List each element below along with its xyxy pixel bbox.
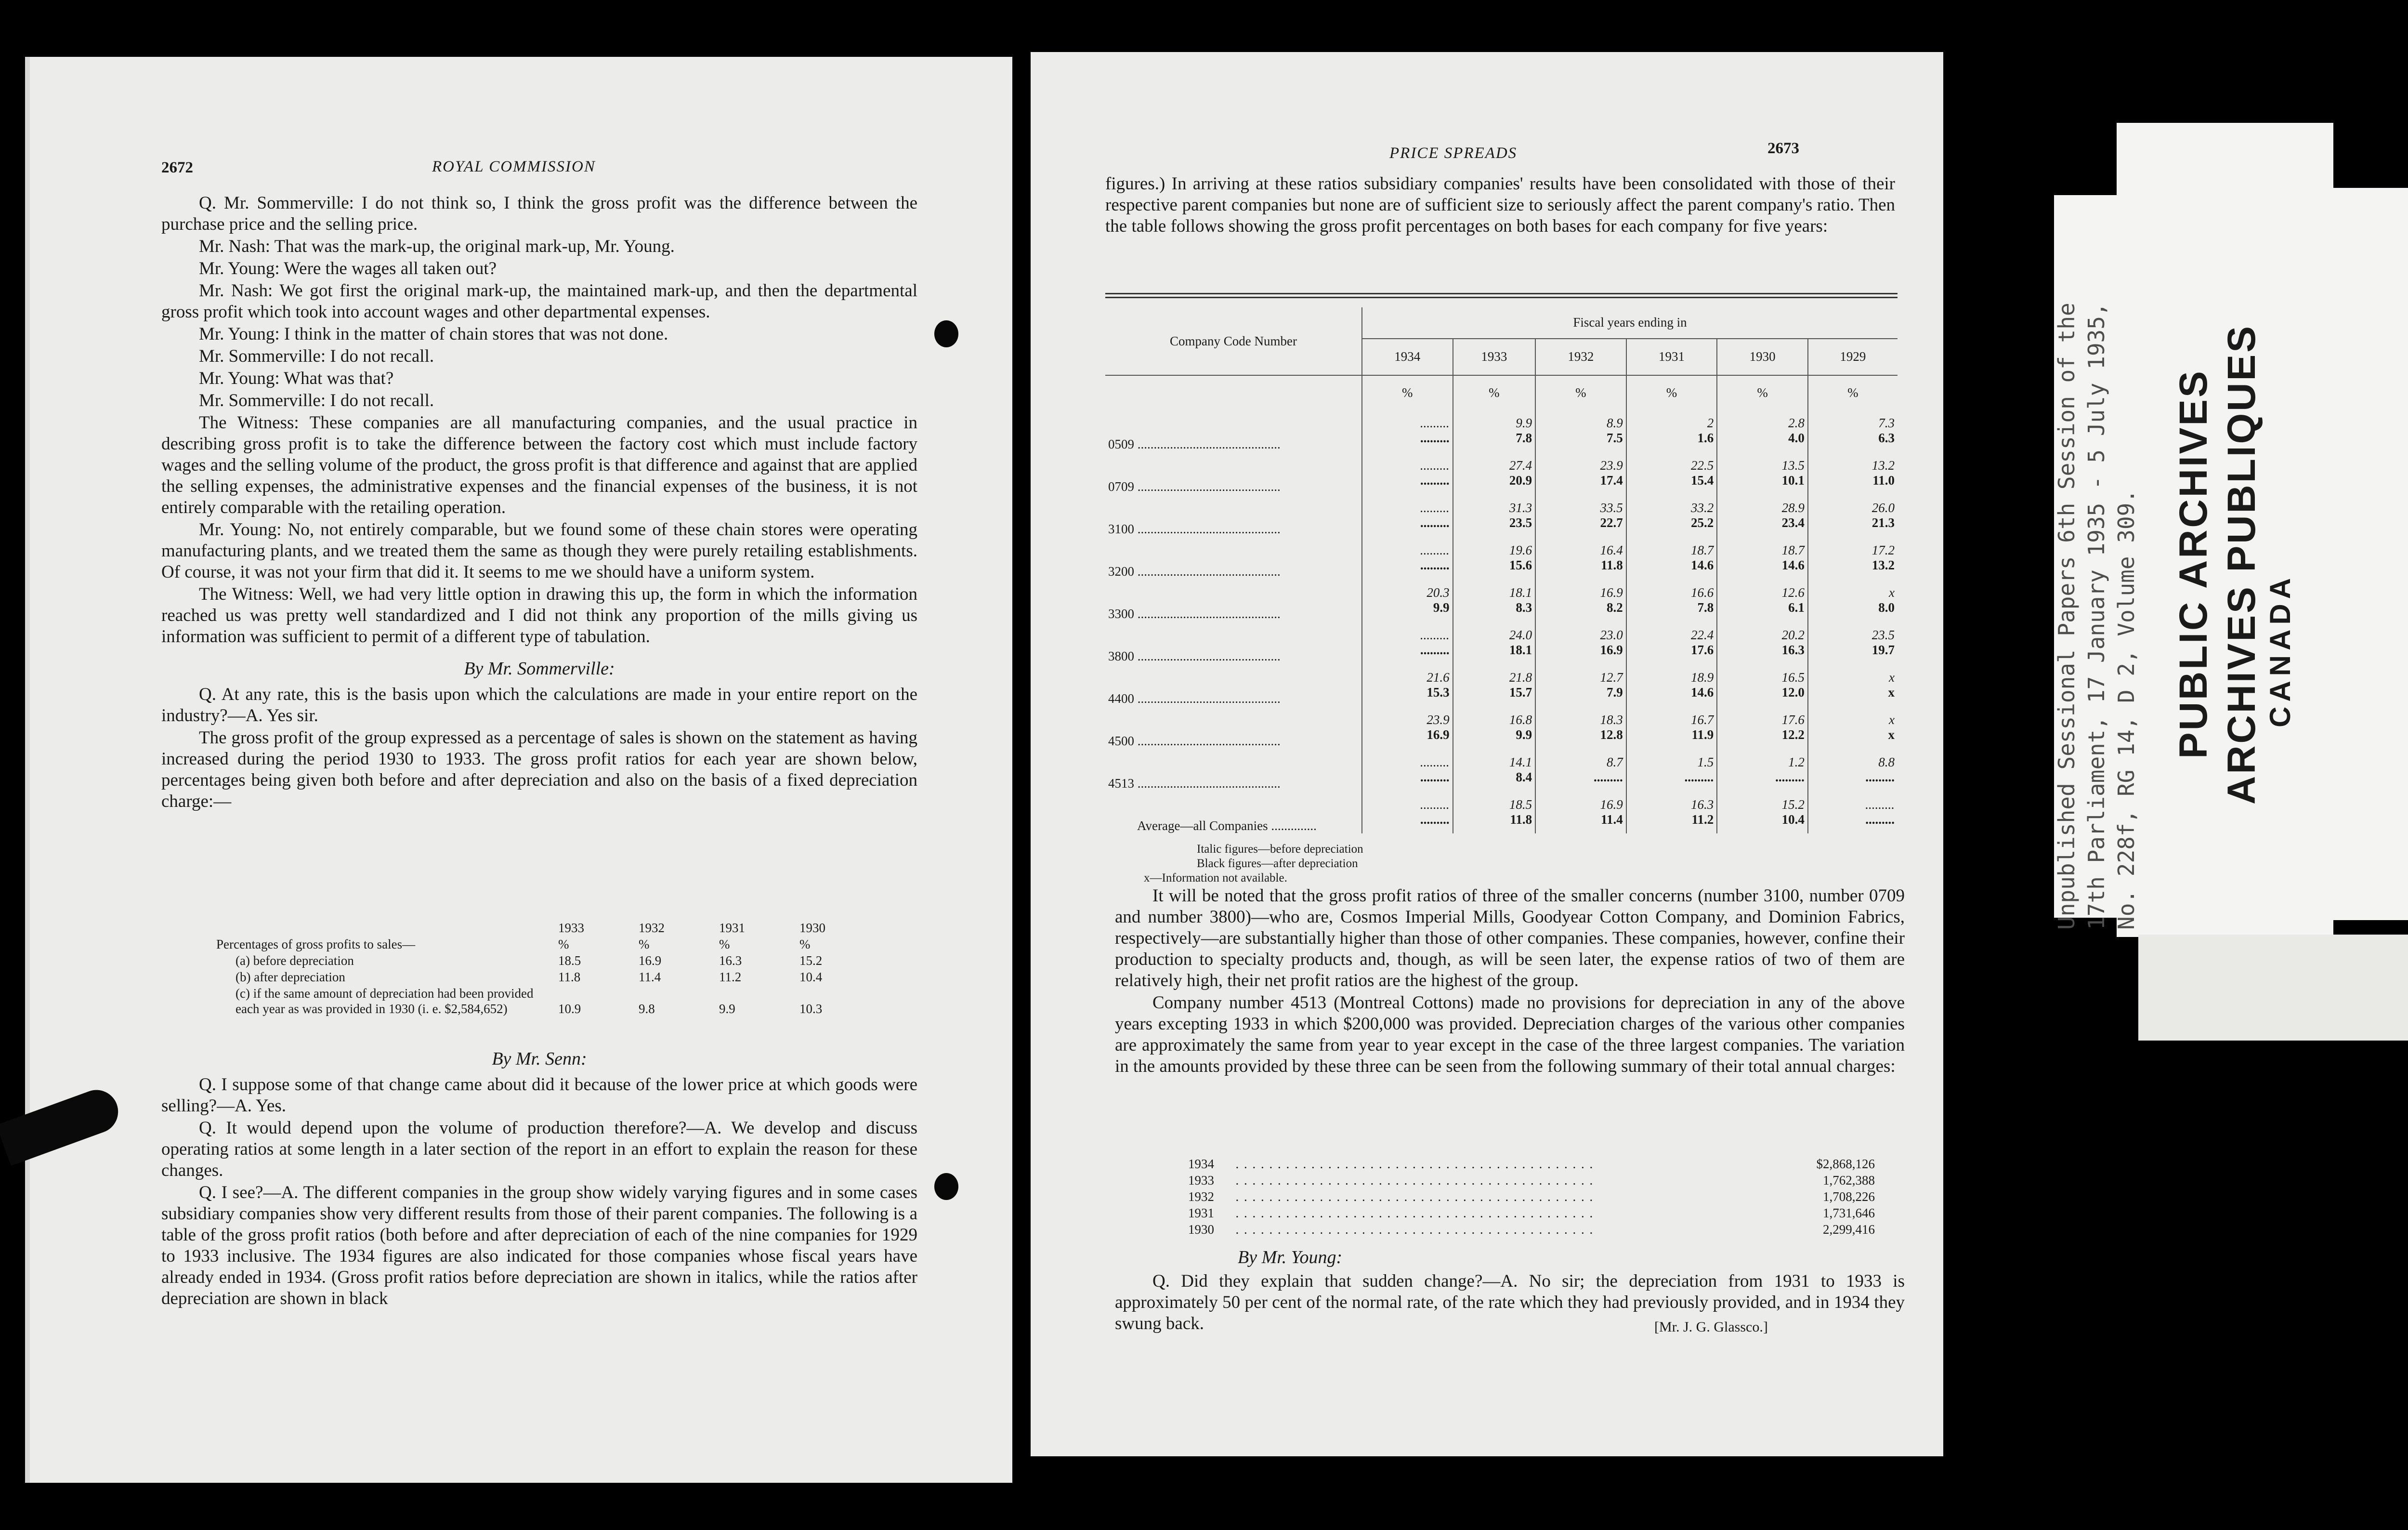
before-value: 18.3 — [1600, 712, 1623, 727]
after-value: 15.6 — [1509, 558, 1532, 572]
depreciation-row: 1931 . . . . . . . . . . . . . . . . . . . . . . . . . . . . . . . . . . . . . . . . . . . 1,731,646 — [1188, 1205, 1880, 1221]
year-header: 1933 — [1453, 339, 1536, 375]
after-value: ......... — [1593, 770, 1623, 784]
after-value: 21.3 — [1871, 515, 1895, 530]
unit: % — [639, 937, 650, 951]
before-value: 33.2 — [1691, 501, 1714, 515]
before-value: 22.4 — [1691, 628, 1714, 642]
ratio-cell — [1453, 621, 1536, 664]
ratio-cell — [1626, 537, 1717, 579]
before-value: ......... — [1420, 543, 1450, 557]
ratio-cell — [1626, 791, 1717, 833]
after-value: 4.0 — [1788, 431, 1805, 445]
amount: $2,868,126 — [1816, 1157, 1875, 1171]
after-value: 14.6 — [1781, 558, 1805, 572]
ratio-cell — [1362, 621, 1453, 664]
subhead: By Mr. Young: — [1238, 1247, 1343, 1267]
ratio-cell — [1717, 494, 1808, 537]
right-page — [1031, 52, 1943, 1456]
ratio-cell — [1626, 452, 1717, 494]
ratio-cell — [1808, 706, 1898, 749]
after-value: 11.8 — [1600, 558, 1623, 572]
ratio-cell — [1717, 579, 1808, 621]
before-value: 16.6 — [1691, 585, 1714, 600]
year-header: 1929 — [1808, 339, 1898, 375]
after-value: 7.5 — [1606, 431, 1623, 445]
amount: 1,708,226 — [1823, 1189, 1875, 1204]
ratio-cell — [1808, 537, 1898, 579]
after-value: 17.6 — [1691, 643, 1714, 657]
after-value: 22.7 — [1600, 515, 1623, 530]
after-value: 7.8 — [1697, 600, 1714, 615]
page-number: 2673 — [1767, 140, 1799, 157]
unit-cell: % — [1362, 375, 1453, 409]
table-notes — [1144, 842, 1363, 885]
after-value: 12.0 — [1781, 685, 1805, 699]
before-value: x — [1889, 712, 1895, 727]
ratio-cell — [1362, 537, 1453, 579]
average-label: Average—all Companies — [1137, 818, 1268, 833]
after-value: 15.7 — [1509, 685, 1532, 699]
unit: % — [719, 937, 730, 951]
ratio-cell — [1626, 494, 1717, 537]
after-value: 11.9 — [1691, 727, 1714, 742]
ratio-cell — [1626, 579, 1717, 621]
after-value: ......... — [1420, 812, 1450, 827]
year: 1931 — [1188, 1206, 1214, 1220]
company-code: 3100 — [1108, 522, 1134, 536]
before-value: ......... — [1420, 501, 1450, 515]
after-value: 20.9 — [1509, 473, 1532, 488]
left-page — [30, 57, 1012, 1483]
before-value: 17.6 — [1781, 712, 1805, 727]
before-value: 16.3 — [1691, 797, 1714, 812]
unit-cell: % — [1626, 375, 1717, 409]
ratio-cell — [1717, 452, 1808, 494]
company-code: 3300 — [1108, 607, 1134, 621]
before-value: 18.9 — [1691, 670, 1714, 685]
after-value: ......... — [1865, 812, 1895, 827]
company-code: 3200 — [1108, 564, 1134, 579]
after-value: ......... — [1420, 558, 1450, 572]
column-header: Company Code Number — [1105, 307, 1362, 375]
left-body — [161, 193, 917, 813]
unit-cell: % — [1808, 375, 1898, 409]
paragraph: Mr. Young: What was that? — [199, 369, 394, 388]
year: 1934 — [1188, 1157, 1214, 1171]
after-value: 11.0 — [1872, 473, 1895, 488]
before-value: 23.0 — [1600, 628, 1623, 642]
after-value: 16.9 — [1426, 727, 1450, 742]
ratio-cell — [1808, 452, 1898, 494]
signature: [Mr. J. G. Glassco.] — [1654, 1319, 1768, 1335]
ratio-cell — [1626, 749, 1717, 791]
amount: 2,299,416 — [1823, 1222, 1875, 1237]
company-code: 4513 — [1108, 776, 1134, 791]
after-value: 9.9 — [1516, 727, 1532, 742]
paragraph: Mr. Nash: We got first the original mark-up, the maintained mark-up, and then the departmental gross profit which took into account wages and other departmental expenses. — [161, 281, 917, 322]
company-code: 0709 — [1108, 479, 1134, 494]
ratio-cell — [1362, 452, 1453, 494]
running-head: PRICE SPREADS — [1389, 145, 1518, 162]
before-value: x — [1889, 670, 1895, 685]
before-value: 20.3 — [1426, 585, 1450, 600]
after-value: ......... — [1420, 770, 1450, 784]
unit-cell: % — [1453, 375, 1536, 409]
before-value: 13.5 — [1781, 458, 1805, 473]
table-row: (a) before depreciation 18.5 16.9 16.3 15.2 — [236, 953, 823, 968]
ratio-cell — [1535, 579, 1626, 621]
after-value: 19.7 — [1871, 643, 1895, 657]
note: Italic figures—before depreciation — [1197, 843, 1363, 856]
paragraph: Q. Did they explain that sudden change?—A. No sir; the depreciation from 1931 to 1933 is approximately 50 per cent of the normal rate, of the rate which they had previously provided, and in 1934 they swung back. — [1115, 1271, 1905, 1333]
paragraph: Mr. Sommerville: I do not recall. — [199, 346, 434, 366]
ratio-cell — [1453, 409, 1536, 452]
unit: % — [799, 937, 811, 951]
paragraph: figures.) In arriving at these ratios subsidiary companies' results have been consolidated with those of their respective parent companies but none are of sufficient size to seriously affect the parent company's ratio. Then the table follows showing the gross profit percentages on both bases for each company for five years: — [1105, 174, 1895, 236]
ratio-cell — [1535, 791, 1626, 833]
ratio-cell — [1535, 537, 1626, 579]
before-value: 21.6 — [1426, 670, 1450, 685]
after-value: 8.0 — [1878, 600, 1895, 615]
after-value: 11.8 — [1510, 812, 1532, 827]
before-value: 18.7 — [1781, 543, 1805, 557]
after-value: 17.4 — [1600, 473, 1623, 488]
depreciation-summary — [1187, 1155, 1881, 1238]
after-value: 12.8 — [1600, 727, 1623, 742]
after-value: 16.9 — [1600, 643, 1623, 657]
ratio-cell — [1453, 791, 1536, 833]
after-value: 13.2 — [1871, 558, 1895, 572]
after-value: 14.6 — [1691, 685, 1714, 699]
before-value: ......... — [1420, 416, 1450, 430]
before-value: 16.7 — [1691, 712, 1714, 727]
after-value: 1.6 — [1697, 431, 1714, 445]
table-row: (b) after depreciation 11.8 11.4 11.2 10.4 — [236, 970, 823, 984]
page-number: 2672 — [161, 159, 193, 176]
paragraph: The Witness: Well, we had very little option in drawing this up, the form in which the information reached us was pretty well standardized and I did not think any proportion of the mills giving us information was sufficient to permit of a different type of tabulation. — [161, 584, 917, 646]
right-closing — [1115, 1247, 1905, 1335]
ratio-cell — [1362, 409, 1453, 452]
ratio-cell — [1717, 791, 1808, 833]
paragraph: Q. Mr. Sommerville: I do not think so, I think the gross profit was the difference between the purchase price and the selling price. — [161, 193, 917, 234]
ratio-cell — [1362, 706, 1453, 749]
depreciation-row: 1934 . . . . . . . . . . . . . . . . . . . . . . . . . . . . . . . . . . . . . . . . . . . $2,868,126 — [1188, 1156, 1880, 1172]
after-value: 25.2 — [1691, 515, 1714, 530]
punch-hole — [934, 320, 958, 347]
before-value: 16.9 — [1600, 585, 1623, 600]
before-value: 26.0 — [1871, 501, 1895, 515]
ratio-cell — [1717, 706, 1808, 749]
ratio-cell — [1717, 409, 1808, 452]
year-header: 1931 — [1626, 339, 1717, 375]
ratio-cell — [1717, 749, 1808, 791]
depreciation-row: 1933 . . . . . . . . . . . . . . . . . . . . . . . . . . . . . . . . . . . . . . . . . . . 1,762,388 — [1188, 1173, 1880, 1188]
archive-label — [2037, 183, 2307, 939]
after-value: 16.3 — [1781, 643, 1805, 657]
paragraph: Q. It would depend upon the volume of production therefore?—A. We develop and discuss operating ratios at some length in a later section of the report in an effort to explain the reason for these changes. — [161, 1118, 917, 1180]
year-header: 1930 — [799, 921, 825, 935]
before-value: 14.1 — [1509, 755, 1532, 769]
punch-hole — [934, 1173, 958, 1200]
label-card — [2326, 188, 2408, 920]
paragraph: Mr. Sommerville: I do not recall. — [199, 391, 434, 410]
before-value: 8.9 — [1606, 416, 1623, 430]
ratio-cell — [1535, 664, 1626, 706]
table-row: 0709 ............................................ ......... ......... 27.4 20.9 23.9 17.4 22.5 15.4 13.5 10.1 13.2 11.0 — [1105, 452, 1898, 494]
summary-title: Percentages of gross profits to sales— — [216, 937, 416, 951]
after-value: 7.9 — [1606, 685, 1623, 699]
table-row: 3200 ............................................ ......... ......... 19.6 15.6 16.4 11.8 18.7 14.6 18.7 14.6 17.2 13.2 — [1105, 537, 1898, 579]
group-header: Fiscal years ending in — [1362, 307, 1898, 339]
running-head: ROYAL COMMISSION — [432, 158, 596, 175]
before-value: 1.5 — [1697, 755, 1714, 769]
note: x—Information not available. — [1144, 871, 1287, 884]
left-body-lower — [161, 1048, 917, 1310]
before-value: ......... — [1420, 458, 1450, 473]
year-header: 1931 — [719, 921, 745, 935]
before-value: 28.9 — [1781, 501, 1805, 515]
ratio-cell — [1626, 409, 1717, 452]
before-value: ......... — [1420, 797, 1450, 812]
before-value: 9.9 — [1516, 416, 1532, 430]
ratio-cell — [1535, 749, 1626, 791]
before-value: x — [1889, 585, 1895, 600]
before-value: 18.5 — [1509, 797, 1532, 812]
before-value: 24.0 — [1509, 628, 1532, 642]
subhead: By Mr. Sommerville: — [464, 659, 615, 679]
before-value: 16.4 — [1600, 543, 1623, 557]
after-value: 14.6 — [1691, 558, 1714, 572]
after-value: ......... — [1420, 515, 1450, 530]
before-value: 18.1 — [1509, 585, 1532, 600]
ratio-cell — [1362, 579, 1453, 621]
year-header: 1930 — [1717, 339, 1808, 375]
depreciation-row: 1930 . . . . . . . . . . . . . . . . . . . . . . . . . . . . . . . . . . . . . . . . . . . 2,299,416 — [1188, 1222, 1880, 1237]
table-row: 3300 ............................................ 20.3 9.9 18.1 8.3 16.9 8.2 16.6 7.8 12.6 6.1 x 8.0 — [1105, 579, 1898, 621]
ratio-cell — [1535, 706, 1626, 749]
archive-title: PUBLIC ARCHIVES ARCHIVES PUBLIQUES — [2172, 324, 2264, 805]
paragraph: Q. I suppose some of that change came about did it because of the lower price at which goods were selling?—A. Yes. — [161, 1075, 917, 1116]
before-value: 23.9 — [1600, 458, 1623, 473]
before-value: 2.8 — [1788, 416, 1805, 430]
before-value: 23.5 — [1871, 628, 1895, 642]
paragraph: The gross profit of the group expressed as a percentage of sales is shown on the statement as having increased during the period 1930 to 1933. The gross profit ratios for each year are shown below, percentages being given both before and after depreciation and also on the basis of a fixed depreciation charge:— — [161, 728, 917, 811]
before-value: 13.2 — [1871, 458, 1895, 473]
before-value: 20.2 — [1781, 628, 1805, 642]
after-value: x — [1888, 685, 1895, 699]
after-value: ......... — [1420, 643, 1450, 657]
ratio-cell — [1362, 791, 1453, 833]
gross-profit-table — [1105, 307, 1898, 833]
before-value: 12.6 — [1781, 585, 1805, 600]
after-value: 10.4 — [1781, 812, 1805, 827]
year-header: 1934 — [1362, 339, 1453, 375]
ratio-cell — [1808, 409, 1898, 452]
before-value: 17.2 — [1871, 543, 1895, 557]
unit: % — [558, 937, 569, 951]
year-header: 1933 — [558, 921, 584, 935]
after-value: 11.4 — [1600, 812, 1623, 827]
ratio-cell — [1535, 621, 1626, 664]
ratio-cell — [1362, 664, 1453, 706]
before-value: 12.7 — [1600, 670, 1623, 685]
after-value: ......... — [1420, 431, 1450, 445]
after-value: ......... — [1420, 473, 1450, 488]
ratio-cell — [1808, 621, 1898, 664]
summary-table — [215, 919, 880, 1017]
table-row: 0509 ............................................ ......... ......... 9.9 7.8 8.9 7.5 2 1.6 2.8 4.0 7.3 6.3 — [1105, 409, 1898, 452]
before-value: 16.5 — [1781, 670, 1805, 685]
table-row: 4400 ............................................ 21.6 15.3 21.8 15.7 12.7 7.9 18.9 14.6 16.5 12.0 x x — [1105, 664, 1898, 706]
before-value: 16.9 — [1600, 797, 1623, 812]
after-value: ......... — [1775, 770, 1805, 784]
after-value: 10.1 — [1781, 473, 1805, 488]
before-value: 23.9 — [1426, 712, 1450, 727]
company-code: 4400 — [1108, 691, 1134, 706]
ratio-cell — [1808, 494, 1898, 537]
paragraph: Mr. Young: No, not entirely comparable, but we found some of these chain stores were operating manufacturing plants, and we treated them the same as though they were purely retailing establishments. Of course, it was not your firm that did it. It seems to me we should have a uniform system. — [161, 520, 917, 582]
before-value: ......... — [1420, 755, 1450, 769]
before-value: 33.5 — [1600, 501, 1623, 515]
after-value: 7.8 — [1516, 431, 1532, 445]
company-code: 4500 — [1108, 734, 1134, 748]
paragraph: Mr. Young: I think in the matter of chain stores that was not done. — [199, 324, 668, 344]
company-code: 3800 — [1108, 649, 1134, 663]
ratio-cell — [1535, 494, 1626, 537]
after-value: 6.3 — [1878, 431, 1895, 445]
ratio-cell — [1535, 409, 1626, 452]
after-value: 15.3 — [1426, 685, 1450, 699]
ratio-cell — [1808, 791, 1898, 833]
right-intro — [1105, 173, 1895, 238]
after-value: 8.3 — [1516, 600, 1532, 615]
after-value: ......... — [1865, 770, 1895, 784]
after-value: 23.4 — [1781, 515, 1805, 530]
unit-cell: % — [1535, 375, 1626, 409]
year-header: 1932 — [1535, 339, 1626, 375]
after-value: x — [1888, 727, 1895, 742]
before-value: 16.8 — [1509, 712, 1532, 727]
label-card — [2138, 935, 2408, 1041]
ratio-cell — [1717, 537, 1808, 579]
company-code: 0509 — [1108, 437, 1134, 451]
unit-row — [1105, 375, 1898, 409]
after-value: 6.1 — [1788, 600, 1805, 615]
before-value: 22.5 — [1691, 458, 1714, 473]
archive-country: CANADA — [2264, 573, 2296, 727]
after-value: 8.4 — [1516, 770, 1532, 784]
before-value: 15.2 — [1781, 797, 1805, 812]
ratio-cell — [1362, 494, 1453, 537]
ratio-cell — [1453, 452, 1536, 494]
table-rule — [1105, 293, 1898, 294]
before-value: 18.7 — [1691, 543, 1714, 557]
after-value: 12.2 — [1781, 727, 1805, 742]
table-row: 4513 ............................................ ......... ......... 14.1 8.4 8.7 ......... 1.5 ......... 1.2 ......... 8.8 ......... — [1105, 749, 1898, 791]
amount: 1,731,646 — [1823, 1206, 1875, 1220]
after-value: 11.2 — [1691, 812, 1714, 827]
table-row: (c) if the same amount of depreciation had been provided each year as was provided in 1930 (i. e. $2,584,652) 10.9 9.8 9.9 10.3 — [236, 986, 823, 1016]
ratio-cell — [1453, 579, 1536, 621]
before-value: ......... — [1420, 628, 1450, 642]
ratio-cell — [1453, 664, 1536, 706]
before-value: 31.3 — [1509, 501, 1532, 515]
unit-cell: % — [1717, 375, 1808, 409]
after-value: 15.4 — [1691, 473, 1714, 488]
right-body — [1115, 885, 1905, 1078]
after-value: 23.5 — [1509, 515, 1532, 530]
before-value: 1.2 — [1788, 755, 1805, 769]
ratio-cell — [1362, 749, 1453, 791]
paragraph: Q. At any rate, this is the basis upon which the calculations are made in your entire report on the industry?—A. Yes sir. — [161, 685, 917, 725]
paragraph: Mr. Nash: That was the mark-up, the original mark-up, Mr. Young. — [199, 237, 675, 256]
before-value: 8.7 — [1606, 755, 1623, 769]
before-value: 27.4 — [1509, 458, 1532, 473]
paragraph: Q. I see?—A. The different companies in the group show widely varying figures and in some cases subsidiary companies show very different results from those of their parent companies. The following is a table of the gross profit ratios (both before and after depreciation of each of the nine companies for 1929 to 1933 inclusive. The 1934 figures are also indicated for those companies whose fiscal years have already ended in 1934. (Gross profit ratios before depreciation are shown in italics, while the ratios after depreciation are shown in black — [161, 1183, 917, 1308]
ratio-cell — [1535, 452, 1626, 494]
ratio-cell — [1717, 664, 1808, 706]
ratio-cell — [1808, 749, 1898, 791]
ratio-cell — [1717, 621, 1808, 664]
after-value: 18.1 — [1509, 643, 1532, 657]
depreciation-row: 1932 . . . . . . . . . . . . . . . . . . . . . . . . . . . . . . . . . . . . . . . . . . . 1,708,226 — [1188, 1189, 1880, 1204]
paragraph: The Witness: These companies are all manufacturing companies, and the usual practice in describing gross profit is to take the difference between the factory cost which must include factory wages and the selling volume of the product, the gross profit is that difference and against that are applied the selling expenses, the administrative expenses and the financial expenses of the business, it is not entirely comparable with the retailing operation. — [161, 413, 917, 517]
before-value: 19.6 — [1509, 543, 1532, 557]
table-row: 4500 ............................................ 23.9 16.9 16.8 9.9 18.3 12.8 16.7 11.9 17.6 12.2 x x — [1105, 706, 1898, 749]
paragraph: Company number 4513 (Montreal Cottons) made no provisions for depreciation in any of the above years excepting 1933 in which $200,000 was provided. Depreciation charges of the various other companies are approximately the same from year to year except in the case of the three largest companies. The variation in the amounts provided by these three can be seen from the following summary of their total annual charges: — [1115, 993, 1905, 1076]
after-value: ......... — [1684, 770, 1714, 784]
before-value: 21.8 — [1509, 670, 1532, 685]
average-row: Average—all Companies .............. ......... ......... 18.5 11.8 16.9 11.4 16.3 11.2 15.2 10.4 ......... ......... — [1105, 791, 1898, 833]
archive-citation: Unpublished Sessional Papers 6th Session of the 17th Parliament, 17 January 1935 - 5 July 1935, No. 228f, RG 14, D 2, Volume 309. — [2054, 303, 2139, 930]
ratio-cell — [1453, 749, 1536, 791]
amount: 1,762,388 — [1823, 1173, 1875, 1187]
after-value: 9.9 — [1433, 600, 1450, 615]
paragraph: It will be noted that the gross profit ratios of three of the smaller concerns (number 3100, number 0709 and number 3800)—who are, Cosmos Imperial Mills, Goodyear Cotton Company, and Dominion Fabrics, respectively—are substantially higher than those of other companies. These companies, however, confine their production to specialty products and, though, as will be seen later, the expense ratios of two of them are relatively high, their net profit ratios are the highest of the group. — [1115, 886, 1905, 990]
ratio-cell — [1626, 664, 1717, 706]
after-value: 8.2 — [1606, 600, 1623, 615]
year: 1932 — [1188, 1189, 1214, 1204]
year: 1930 — [1188, 1222, 1214, 1237]
table-rule — [1105, 297, 1898, 298]
ratio-cell — [1453, 706, 1536, 749]
ratio-cell — [1626, 621, 1717, 664]
subhead: By Mr. Senn: — [492, 1049, 587, 1069]
ratio-cell — [1453, 494, 1536, 537]
ratio-cell — [1808, 664, 1898, 706]
before-value: 2 — [1707, 416, 1714, 430]
paragraph: Mr. Young: Were the wages all taken out? — [199, 259, 497, 278]
ratio-cell — [1453, 537, 1536, 579]
ratio-cell — [1626, 706, 1717, 749]
table-row: 3100 ............................................ ......... ......... 31.3 23.5 33.5 22.7 33.2 25.2 28.9 23.4 26.0 21.3 — [1105, 494, 1898, 537]
year-header: 1932 — [639, 921, 665, 935]
before-value: ......... — [1865, 797, 1895, 812]
before-value: 8.8 — [1878, 755, 1895, 769]
before-value: 7.3 — [1878, 416, 1895, 430]
ratio-cell — [1808, 579, 1898, 621]
table-row: 3800 ............................................ ......... ......... 24.0 18.1 23.0 16.9 22.4 17.6 20.2 16.3 23.5 19.7 — [1105, 621, 1898, 664]
note: Black figures—after depreciation — [1197, 857, 1358, 870]
year: 1933 — [1188, 1173, 1214, 1187]
